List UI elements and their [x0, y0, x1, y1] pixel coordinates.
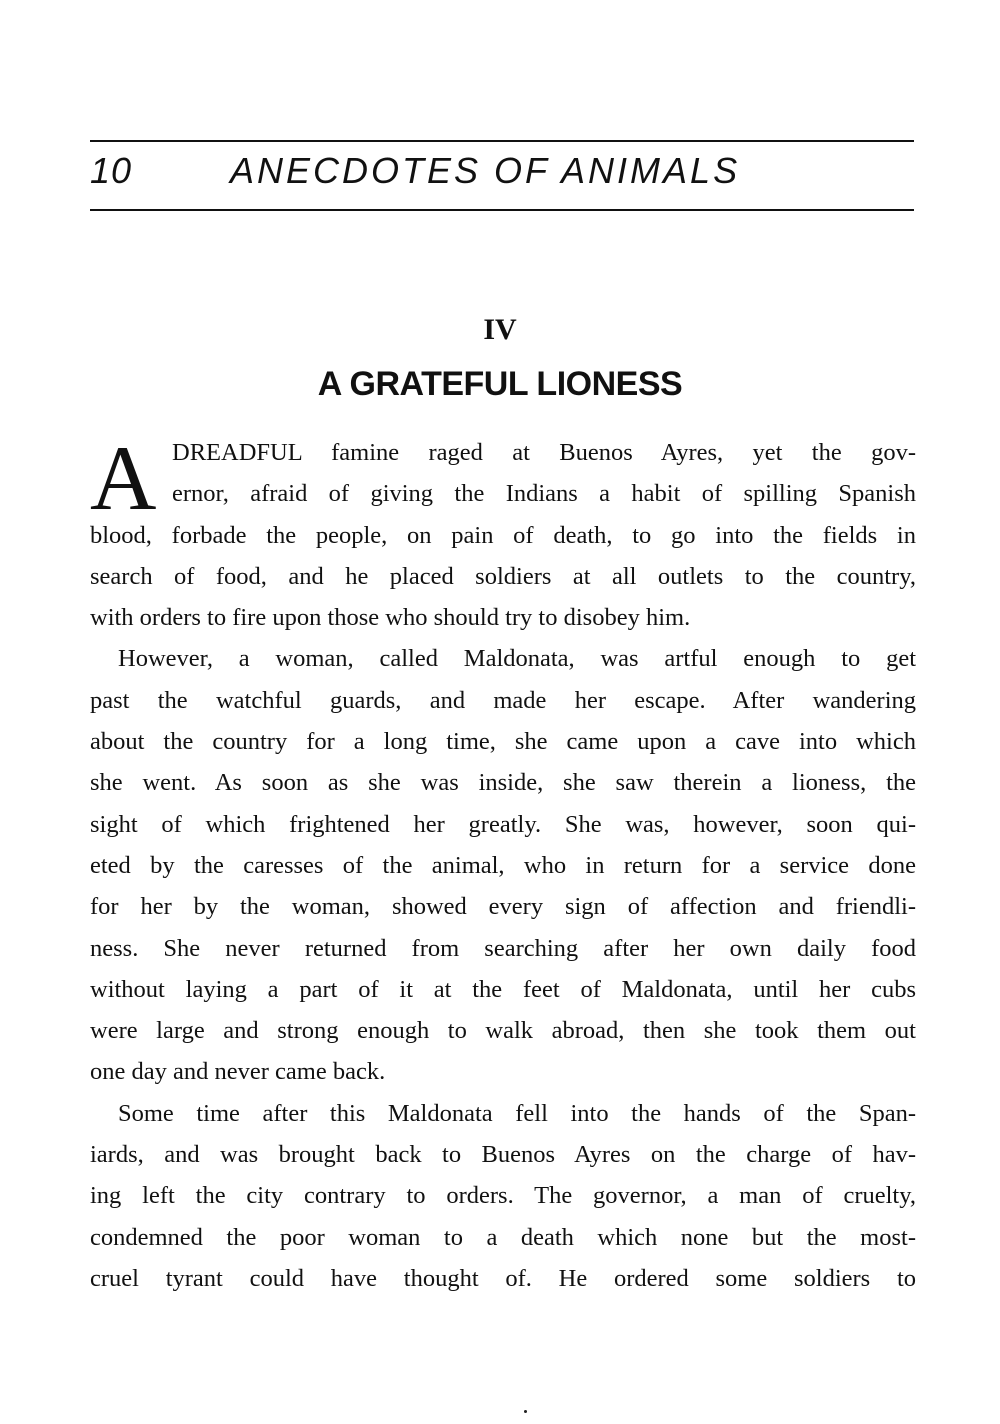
chapter-title: A GRATEFUL LIONESS [317, 365, 683, 403]
text-line: cruel tyrant could have thought of. He ordered some soldiers to [90, 1264, 916, 1292]
page-number: 10 [90, 150, 133, 191]
text-line: sight of which frightened her greatly. She was, however, soon qui- [90, 810, 916, 838]
text-line: eted by the caresses of the animal, who in return for a service done [90, 851, 916, 879]
text-line: DREADFUL famine raged at Buenos Ayres, yet the gov- [172, 439, 916, 466]
print-speck [524, 1410, 527, 1413]
text-line: Some time after this Maldonata fell into the hands of the Span- [118, 1099, 916, 1127]
text-line: ness. She never returned from searching after her own daily food [90, 934, 916, 962]
header-top-rule [90, 140, 914, 142]
paragraph-3 [90, 1093, 916, 1299]
running-title: ANECDOTES OF ANIMALS [230, 150, 741, 191]
text-line: However, a woman, called Maldonata, was artful enough to get [118, 645, 916, 673]
text-line: iards, and was brought back to Buenos Ayres on the charge of hav- [90, 1141, 916, 1169]
text-line: were large and strong enough to walk abroad, then she took them out [90, 1017, 916, 1045]
running-header [90, 150, 914, 206]
text-line: for her by the woman, showed every sign of affection and friendli- [90, 893, 916, 921]
text-line: condemned the poor woman to a death which none but the most- [90, 1223, 916, 1251]
text-line: one day and never came back. [90, 1058, 386, 1086]
text-line: blood, forbade the people, on pain of death, to go into the fields in [90, 521, 916, 549]
text-line: with orders to fire upon those who should try to disobey him. [90, 604, 691, 632]
text-line: search of food, and he placed soldiers at all outlets to the country, [90, 562, 916, 590]
text-line: past the watchful guards, and made her escape. After wandering [90, 686, 916, 714]
body-text [90, 427, 916, 1299]
text-line: about the country for a long time, she came upon a cave into which [90, 728, 916, 756]
chapter-number: IV [483, 313, 517, 346]
drop-cap: A [90, 427, 157, 529]
header-bottom-rule [90, 209, 914, 211]
text-line: without laying a part of it at the feet of Maldonata, until her cubs [90, 975, 916, 1003]
text-line: ing left the city contrary to orders. The governor, a man of cruelty, [90, 1182, 916, 1210]
text-line: ernor, afraid of giving the Indians a habit of spilling Spanish [172, 480, 916, 508]
paragraph-2 [90, 638, 916, 1092]
paragraph-1 [90, 427, 916, 638]
text-line: she went. As soon as she was inside, she saw therein a lioness, the [90, 769, 916, 797]
